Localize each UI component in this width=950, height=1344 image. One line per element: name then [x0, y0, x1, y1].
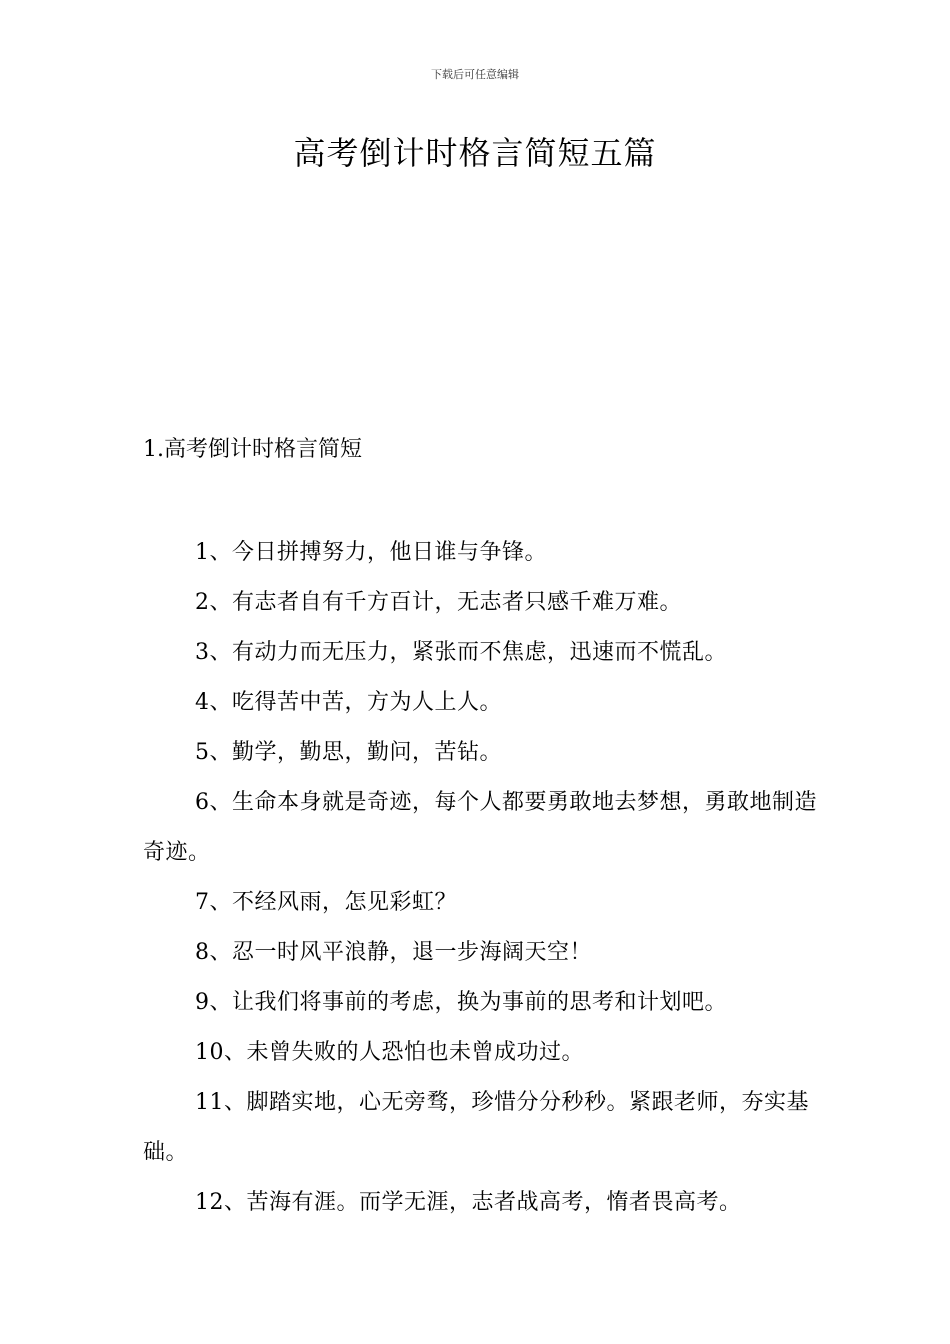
- motto-list: [143, 528, 823, 1228]
- list-item: 9、让我们将事前的考虑，换为事前的思考和计划吧。: [195, 990, 727, 1015]
- list-item: 6、生命本身就是奇迹，每个人都要勇敢地去梦想，勇敢地制造奇迹。: [143, 790, 817, 865]
- header-note: 下载后可任意编辑: [431, 68, 519, 81]
- list-item: 12、苦海有涯。而学无涯，志者战高考，惰者畏高考。: [195, 1190, 742, 1215]
- list-item: 8、忍一时风平浪静，退一步海阔天空！: [195, 940, 592, 965]
- list-item: 1、今日拼搏努力，他日谁与争锋。: [195, 540, 547, 565]
- document-title: 高考倒计时格言简短五篇: [293, 134, 657, 172]
- list-item: 3、有动力而无压力，紧张而不焦虑，迅速而不慌乱。: [195, 640, 727, 665]
- list-item: 5、勤学，勤思，勤问，苦钻。: [195, 740, 502, 765]
- list-item: 7、不经风雨，怎见彩虹？: [195, 890, 457, 915]
- list-item: 2、有志者自有千方百计，无志者只感千难万难。: [195, 590, 682, 615]
- list-item: 10、未曾失败的人恐怕也未曾成功过。: [195, 1040, 584, 1065]
- list-item: 11、脚踏实地，心无旁骛，珍惜分分秒秒。紧跟老师，夯实基础。: [143, 1090, 809, 1165]
- section-heading: 1.高考倒计时格言简短: [143, 437, 362, 462]
- list-item: 4、吃得苦中苦，方为人上人。: [195, 690, 502, 715]
